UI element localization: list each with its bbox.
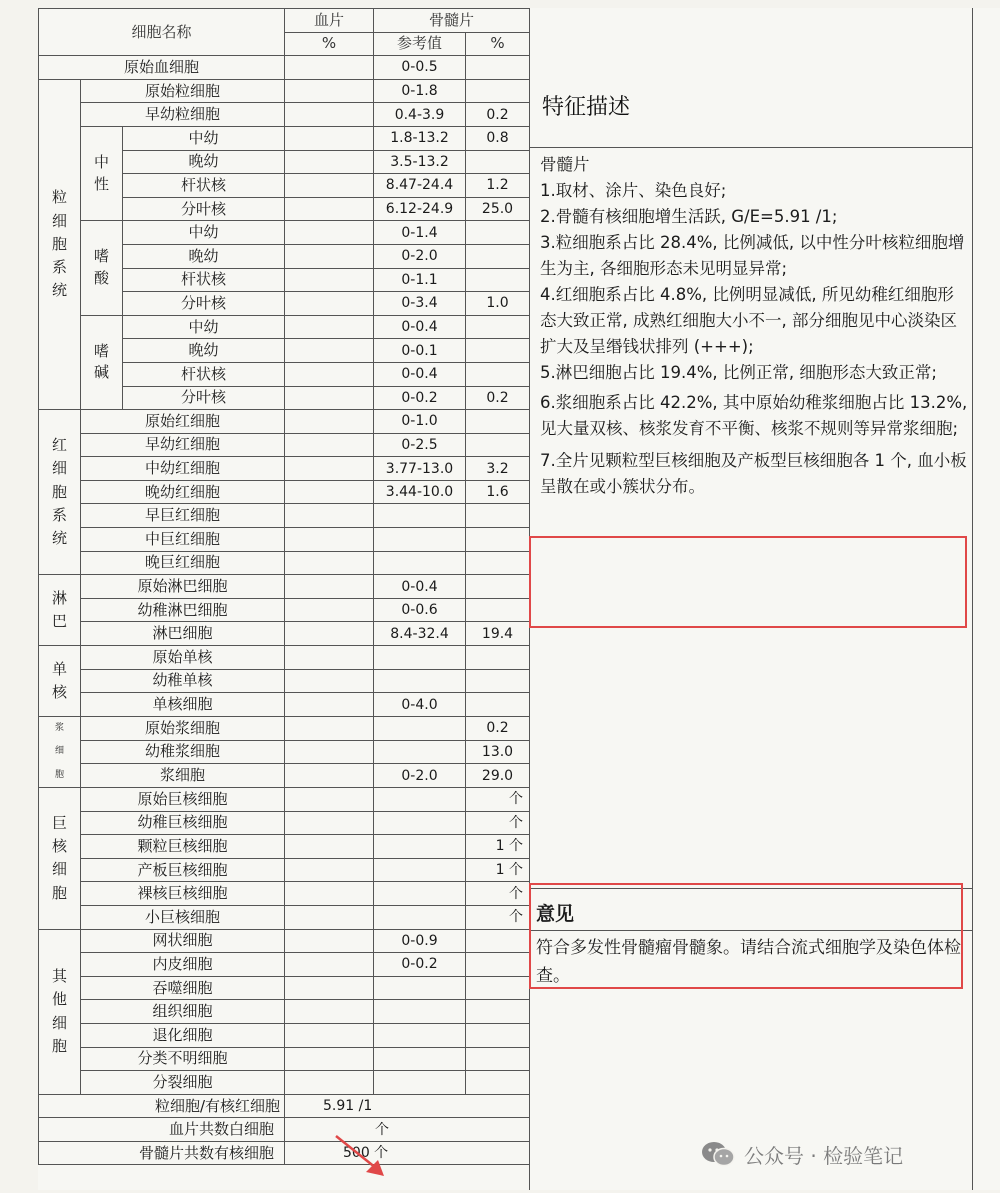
row-name: 原始巨核细胞: [81, 787, 285, 811]
bm-value: [466, 976, 530, 1000]
ref-value: 0.4-3.9: [374, 103, 466, 127]
header-reference: 参考值: [374, 32, 466, 56]
row-name: 网状细胞: [81, 929, 285, 953]
ref-value: 0-1.1: [374, 268, 466, 292]
divider: [530, 147, 972, 148]
row-name: 分裂细胞: [81, 1071, 285, 1095]
bm-value: [466, 669, 530, 693]
bm-cells-value: 500 个: [285, 1141, 530, 1165]
ref-value: [374, 716, 466, 740]
row-name: 杆状核: [123, 362, 285, 386]
ref-value: 0-0.2: [374, 386, 466, 410]
group-erythrocyte: 红 细 胞 系 统: [39, 410, 81, 575]
table-row: [39, 103, 530, 127]
row-name: 分类不明细胞: [81, 1047, 285, 1071]
table-row: [39, 575, 530, 599]
table-row: [39, 457, 530, 481]
feature-item: 2.骨髓有核细胞增生活跃, G/E=5.91 /1;: [540, 207, 838, 226]
row-name: 产板巨核细胞: [81, 858, 285, 882]
ref-value: 3.44-10.0: [374, 480, 466, 504]
ref-value: [374, 551, 466, 575]
table-row: [39, 882, 530, 906]
header-bm-pct: %: [466, 32, 530, 56]
ref-value: 0-1.8: [374, 79, 466, 103]
header-blood-pct: %: [285, 32, 374, 56]
bm-value: [466, 221, 530, 245]
ref-value: 6.12-24.9: [374, 197, 466, 221]
group-granulocyte: 粒 细 胞 系 统: [39, 79, 81, 409]
bm-value: [466, 1000, 530, 1024]
ref-value: [374, 1047, 466, 1071]
bm-value: [466, 646, 530, 670]
table-row: [39, 764, 530, 788]
table-row: [39, 622, 530, 646]
row-name: 早幼粒细胞: [81, 103, 285, 127]
table-row: [39, 858, 530, 882]
table-row: [39, 56, 530, 80]
bm-value: [466, 504, 530, 528]
bm-value: 个: [466, 905, 530, 929]
row-name: 中幼: [123, 126, 285, 150]
table-row: [39, 410, 530, 434]
watermark-text: 公众号 · 检验笔记: [744, 1143, 904, 1168]
opinion-text: 符合多发性骨髓瘤骨髓象。请结合流式细胞学及染色体检查。: [536, 938, 961, 986]
ref-value: [374, 740, 466, 764]
header-blood-smear: 血片: [285, 9, 374, 33]
bm-value: [466, 56, 530, 80]
row-name: 早幼红细胞: [81, 433, 285, 457]
ref-value: 0-0.2: [374, 953, 466, 977]
group-megakaryocyte: 巨 核 细 胞: [39, 787, 81, 929]
bm-value: 个: [466, 811, 530, 835]
table-row: [39, 1000, 530, 1024]
bm-value: 个: [466, 882, 530, 906]
bm-value: [466, 929, 530, 953]
row-name: 裸核巨核细胞: [81, 882, 285, 906]
table-row: [39, 976, 530, 1000]
bm-value: 0.2: [466, 716, 530, 740]
ref-value: [374, 811, 466, 835]
bm-cells-label: 骨髓片共数有核细胞: [39, 1141, 285, 1165]
bm-value: [466, 315, 530, 339]
table-row: [39, 598, 530, 622]
ref-value: 0-2.0: [374, 764, 466, 788]
table-row: [39, 504, 530, 528]
ref-value: 8.4-32.4: [374, 622, 466, 646]
ref-value: 3.77-13.0: [374, 457, 466, 481]
watermark: [700, 1139, 903, 1169]
ref-value: 0-0.6: [374, 598, 466, 622]
table-row: [39, 787, 530, 811]
ref-value: [374, 646, 466, 670]
bm-value: 0.2: [466, 103, 530, 127]
bm-value: [466, 1047, 530, 1071]
row-name: 早巨红细胞: [81, 504, 285, 528]
subgroup-neutrophil: 中 性: [81, 126, 123, 220]
ref-value: [374, 882, 466, 906]
bm-value: [466, 410, 530, 434]
ref-value: [374, 1000, 466, 1024]
blood-wbc-value: 个: [285, 1118, 530, 1142]
ref-value: 0-0.5: [374, 56, 466, 80]
header-cell-name: 细胞名称: [39, 9, 285, 56]
blood-value: [285, 56, 374, 80]
feature-item: 7.全片见颗粒型巨核细胞及产板型巨核细胞各 1 个, 血小板呈散在或小簇状分布。: [540, 451, 967, 496]
bm-value: 25.0: [466, 197, 530, 221]
bm-value: 19.4: [466, 622, 530, 646]
row-name: 幼稚淋巴细胞: [81, 598, 285, 622]
table-row: [39, 551, 530, 575]
bm-value: 1 个: [466, 858, 530, 882]
table-row: [39, 929, 530, 953]
row-name: 晚幼: [123, 339, 285, 363]
table-row: [39, 693, 530, 717]
ref-value: [374, 1071, 466, 1095]
ref-value: 0-1.0: [374, 410, 466, 434]
summary-row: [39, 1118, 530, 1142]
bm-value: [466, 953, 530, 977]
table-row: [39, 669, 530, 693]
ref-value: 3.5-13.2: [374, 150, 466, 174]
bm-value: 13.0: [466, 740, 530, 764]
table-row: [39, 480, 530, 504]
bm-value: [466, 551, 530, 575]
bm-value: [466, 1023, 530, 1047]
row-name: 原始粒细胞: [81, 79, 285, 103]
group-other: 其 他 细 胞: [39, 929, 81, 1094]
ref-value: 0-0.4: [374, 315, 466, 339]
table-row: [39, 1071, 530, 1095]
ref-value: [374, 528, 466, 552]
bm-value: [466, 150, 530, 174]
bm-value: [466, 339, 530, 363]
ref-value: 0-0.1: [374, 339, 466, 363]
bm-value: [466, 79, 530, 103]
opinion-title: 意见: [536, 903, 575, 925]
table-row: [39, 433, 530, 457]
feature-item: 1.取材、涂片、染色良好;: [540, 181, 727, 200]
row-name: 内皮细胞: [81, 953, 285, 977]
bm-value: 1.6: [466, 480, 530, 504]
feature-item: 3.粒细胞系占比 28.4%, 比例减低, 以中性分叶核粒细胞增生为主, 各细胞形态未见明显异常;: [540, 233, 965, 278]
row-name: 单核细胞: [81, 693, 285, 717]
table-row: [39, 811, 530, 835]
ref-value: 1.8-13.2: [374, 126, 466, 150]
bm-value: 1 个: [466, 835, 530, 859]
ref-value: [374, 787, 466, 811]
header-bone-marrow: 骨髓片: [374, 9, 530, 33]
ref-value: 0-0.9: [374, 929, 466, 953]
table-row: [39, 953, 530, 977]
ref-value: [374, 835, 466, 859]
bm-value: 0.2: [466, 386, 530, 410]
table-row: [39, 646, 530, 670]
bm-value: [466, 575, 530, 599]
table-row: [39, 716, 530, 740]
row-name: 幼稚单核: [81, 669, 285, 693]
feature-item: 5.淋巴细胞占比 19.4%, 比例正常, 细胞形态大致正常;: [540, 363, 937, 382]
ref-value: 0-2.5: [374, 433, 466, 457]
bm-value: 1.0: [466, 292, 530, 316]
table-row: [39, 528, 530, 552]
bm-value: 1.2: [466, 174, 530, 198]
row-name: 晚幼: [123, 244, 285, 268]
ref-value: [374, 976, 466, 1000]
row-name: 浆细胞: [81, 764, 285, 788]
row-name: 小巨核细胞: [81, 905, 285, 929]
subgroup-eosinophil: 嗜 酸: [81, 221, 123, 315]
row-name: 分叶核: [123, 386, 285, 410]
row-name: 幼稚浆细胞: [81, 740, 285, 764]
ge-ratio-value: 5.91 /1: [285, 1094, 530, 1118]
row-name: 原始淋巴细胞: [81, 575, 285, 599]
row-name: 原始单核: [81, 646, 285, 670]
bm-value: [466, 433, 530, 457]
ref-value: 0-0.4: [374, 575, 466, 599]
table-row: [39, 740, 530, 764]
table-row: [39, 835, 530, 859]
table-row: [39, 315, 530, 339]
row-name: 原始红细胞: [81, 410, 285, 434]
row-name: 杆状核: [123, 174, 285, 198]
bm-value: 0.8: [466, 126, 530, 150]
ge-ratio-label: 粒细胞/有核红细胞: [39, 1094, 285, 1118]
row-name: 中巨红细胞: [81, 528, 285, 552]
bm-value: 29.0: [466, 764, 530, 788]
group-lymphocyte: 淋 巴: [39, 575, 81, 646]
ref-value: [374, 905, 466, 929]
table-row: [39, 79, 530, 103]
ref-value: 0-1.4: [374, 221, 466, 245]
highlight-box-plasma-finding: [529, 536, 967, 628]
bm-value: [466, 268, 530, 292]
bm-value: [466, 693, 530, 717]
blood-wbc-label: 血片共数白细胞: [39, 1118, 285, 1142]
row-name: 分叶核: [123, 197, 285, 221]
wechat-icon: [700, 1140, 736, 1168]
bm-value: [466, 528, 530, 552]
row-name: 退化细胞: [81, 1023, 285, 1047]
row-name: 组织细胞: [81, 1000, 285, 1024]
group-monocyte: 单 核: [39, 646, 81, 717]
ref-value: 0-4.0: [374, 693, 466, 717]
ref-value: [374, 504, 466, 528]
ref-value: [374, 669, 466, 693]
ref-value: [374, 1023, 466, 1047]
row-name: 幼稚巨核细胞: [81, 811, 285, 835]
row-name: 原始浆细胞: [81, 716, 285, 740]
row-name: 晚幼: [123, 150, 285, 174]
row-name: 杆状核: [123, 268, 285, 292]
row-name: 晚巨红细胞: [81, 551, 285, 575]
summary-row: [39, 1094, 530, 1118]
ref-value: 8.47-24.4: [374, 174, 466, 198]
red-arrow-icon: [332, 1132, 392, 1182]
subgroup-basophil: 嗜 碱: [81, 315, 123, 409]
bm-value: [466, 362, 530, 386]
row-name: 晚幼红细胞: [81, 480, 285, 504]
highlight-box-opinion: [529, 883, 963, 989]
row-name: 原始血细胞: [39, 56, 285, 80]
ref-value: 0-0.4: [374, 362, 466, 386]
bm-value: [466, 1071, 530, 1095]
bm-value: [466, 598, 530, 622]
features-body: [540, 152, 970, 500]
row-name: 吞噬细胞: [81, 976, 285, 1000]
bm-value: 3.2: [466, 457, 530, 481]
row-name: 淋巴细胞: [81, 622, 285, 646]
bm-value: [466, 244, 530, 268]
features-section-label: 骨髓片: [540, 155, 590, 174]
row-name: 分叶核: [123, 292, 285, 316]
summary-row: [39, 1141, 530, 1165]
ref-value: 0-2.0: [374, 244, 466, 268]
table-row: [39, 905, 530, 929]
table-row: [39, 126, 530, 150]
row-name: 中幼红细胞: [81, 457, 285, 481]
bm-value: 个: [466, 787, 530, 811]
feature-item: 4.红细胞系占比 4.8%, 比例明显减低, 所见幼稚红细胞形态大致正常, 成熟红细胞大小不一, 部分细胞见中心淡染区扩大及呈缗钱状排列 (+++);: [540, 285, 957, 356]
table-row: [39, 1023, 530, 1047]
ref-value: [374, 858, 466, 882]
row-name: 中幼: [123, 221, 285, 245]
row-name: 颗粒巨核细胞: [81, 835, 285, 859]
feature-item: 6.浆细胞系占比 42.2%, 其中原始幼稚浆细胞占比 13.2%, 见大量双核、核浆发育不平衡、核浆不规则等异常浆细胞;: [540, 393, 968, 438]
table-row: [39, 221, 530, 245]
features-title: 特征描述: [542, 95, 631, 120]
ref-value: 0-3.4: [374, 292, 466, 316]
cell-count-table: [38, 8, 530, 1165]
group-plasma: 浆 细 胞: [39, 716, 81, 787]
table-row: [39, 1047, 530, 1071]
row-name: 中幼: [123, 315, 285, 339]
